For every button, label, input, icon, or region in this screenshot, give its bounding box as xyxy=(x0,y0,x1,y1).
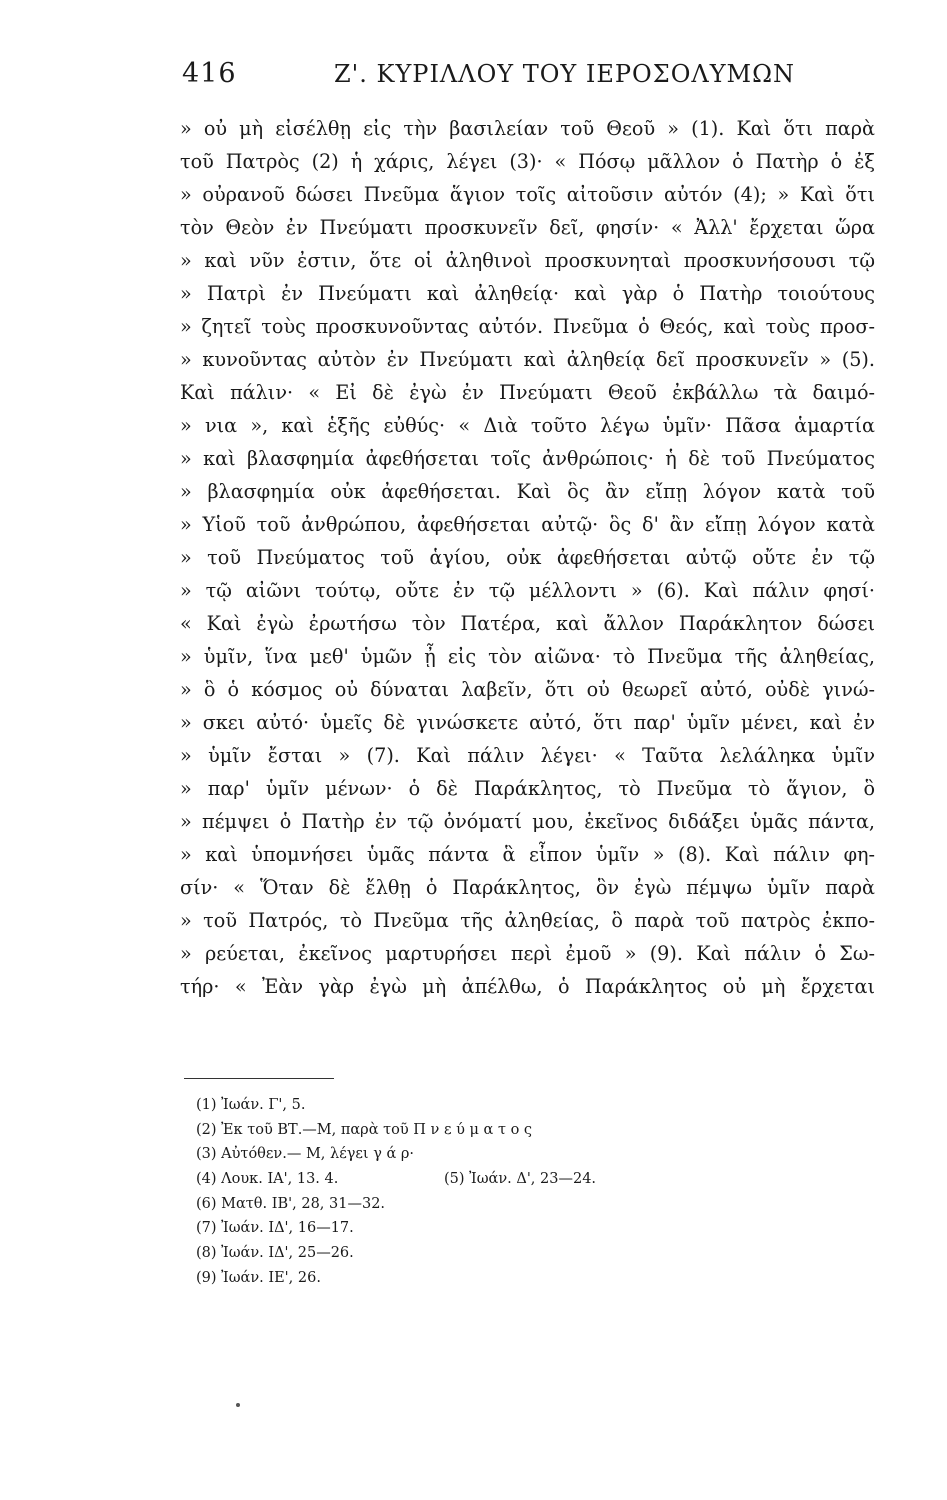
text-line: τήρ· « Ἐὰν γὰρ ἐγὼ μὴ ἀπέλθω, ὁ Παράκλητος οὐ μὴ ἔρχεται xyxy=(180,975,875,998)
footnotes-block xyxy=(196,1093,796,1291)
footnote xyxy=(196,1118,796,1143)
footnote-text: (7) Ἰωάν. ΙΔ', 16—17. xyxy=(196,1220,354,1237)
text-line: » τῷ αἰῶνι τούτῳ, οὔτε ἐν τῷ μέλλοντι » (6). Καὶ πάλιν φησί· xyxy=(180,579,875,602)
footnote xyxy=(196,1216,796,1241)
footnote-text: (2) Ἐκ τοῦ ΒΤ.—Μ, παρὰ τοῦ Π ν ε ύ μ α τ ο ς xyxy=(196,1121,533,1138)
text-line: « Καὶ ἐγὼ ἐρωτήσω τὸν Πατέρα, καὶ ἄλλον Παράκλητον δώσει xyxy=(180,612,875,635)
text-line: » βλασφημία οὐκ ἀφεθήσεται. Καὶ ὃς ἂν εἴπῃ λόγον κατὰ τοῦ xyxy=(180,480,875,503)
footnote xyxy=(196,1142,796,1167)
text-line: » καὶ βλασφημία ἀφεθήσεται τοῖς ἀνθρώποις· ἡ δὲ τοῦ Πνεύματος xyxy=(180,447,875,470)
text-line: τοῦ Πατρὸς (2) ἡ χάρις, λέγει (3)· « Πόσῳ μᾶλλον ὁ Πατὴρ ὁ ἐξ xyxy=(180,150,875,173)
footnote xyxy=(196,1241,796,1266)
footnote-separator-rule xyxy=(184,1078,334,1079)
text-line: Καὶ πάλιν· « Εἰ δὲ ἐγὼ ἐν Πνεύματι Θεοῦ ἐκβάλλω τὰ δαιμό- xyxy=(180,381,875,404)
footnote xyxy=(196,1192,796,1217)
text-line: » σκει αὐτό· ὑμεῖς δὲ γινώσκετε αὐτό, ὅτι παρ' ὑμῖν μένει, καὶ ἐν xyxy=(180,711,875,734)
footnote-text: (3) Αὐτόθεν.— Μ, λέγει γ ά ρ· xyxy=(196,1146,415,1163)
page-number: 416 xyxy=(182,58,237,89)
text-line: » πέμψει ὁ Πατὴρ ἐν τῷ ὀνόματί μου, ἐκεῖνος διδάξει ὑμᾶς πάντα, xyxy=(180,810,875,833)
text-line: » ρεύεται, ἐκεῖνος μαρτυρήσει περὶ ἐμοῦ » (9). Καὶ πάλιν ὁ Σω- xyxy=(180,942,875,965)
text-line: » παρ' ὑμῖν μένων· ὁ δὲ Παράκλητος, τὸ Πνεῦμα τὸ ἅγιον, ὃ xyxy=(180,777,875,800)
footnote xyxy=(196,1167,796,1192)
text-line: » ζητεῖ τοὺς προσκυνοῦντας αὐτόν. Πνεῦμα ὁ Θεός, καὶ τοὺς προσ- xyxy=(180,315,875,338)
text-line: » καὶ νῦν ἐστιν, ὅτε οἱ ἀληθινοὶ προσκυνηταὶ προσκυνήσουσι τῷ xyxy=(180,249,875,272)
running-title: Ζ'. ΚΥΡΙΛΛΟΥ ΤΟΥ ΙΕΡΟΣΟΛΥΜΩΝ xyxy=(334,60,796,88)
text-line: » τοῦ Πατρός, τὸ Πνεῦμα τῆς ἀληθείας, ὃ παρὰ τοῦ πατρὸς ἐκπο- xyxy=(180,909,875,932)
text-line: » κυνοῦντας αὐτὸν ἐν Πνεύματι καὶ ἀληθείᾳ δεῖ προσκυνεῖν » (5). xyxy=(180,348,875,371)
main-text-block xyxy=(180,112,875,1003)
text-line: » οὐρανοῦ δώσει Πνεῦμα ἅγιον τοῖς αἰτοῦσιν αὐτόν (4); » Καὶ ὅτι xyxy=(180,183,875,206)
footnote-text: (4) Λουκ. ΙΑ', 13. 4. xyxy=(196,1171,339,1188)
text-line: » Πατρὶ ἐν Πνεύματι καὶ ἀληθείᾳ· καὶ γὰρ ὁ Πατὴρ τοιούτους xyxy=(180,282,875,305)
text-line: τὸν Θεὸν ἐν Πνεύματι προσκυνεῖν δεῖ, φησίν· « Ἀλλ' ἔρχεται ὥρα xyxy=(180,216,875,239)
footnote-text-side: (5) Ἰωάν. Δ', 23—24. xyxy=(444,1171,597,1188)
text-line: » ὑμῖν, ἵνα μεθ' ὑμῶν ᾖ εἰς τὸν αἰῶνα· τὸ Πνεῦμα τῆς ἀληθείας, xyxy=(180,645,875,668)
text-line: σίν· « Ὅταν δὲ ἔλθῃ ὁ Παράκλητος, ὃν ἐγὼ πέμψω ὑμῖν παρὰ xyxy=(180,876,875,899)
footnote-text: (8) Ἰωάν. ΙΔ', 25—26. xyxy=(196,1245,354,1262)
page-header xyxy=(182,58,872,98)
footnote-text: (1) Ἰωάν. Γ', 5. xyxy=(196,1097,306,1113)
text-line: » οὐ μὴ εἰσέλθῃ εἰς τὴν βασιλείαν τοῦ Θεοῦ » (1). Καὶ ὅτι παρὰ xyxy=(180,117,875,140)
text-line: » ὑμῖν ἔσται » (7). Καὶ πάλιν λέγει· « Ταῦτα λελάληκα ὑμῖν xyxy=(180,744,875,767)
footnote xyxy=(196,1093,796,1118)
text-line: » τοῦ Πνεύματος τοῦ ἁγίου, οὐκ ἀφεθήσεται αὐτῷ οὔτε ἐν τῷ xyxy=(180,546,875,569)
footnote xyxy=(196,1266,796,1291)
text-line: » νια », καὶ ἑξῆς εὐθύς· « Διὰ τοῦτο λέγω ὑμῖν· Πᾶσα ἁμαρτία xyxy=(180,414,875,437)
text-line: » Υἱοῦ τοῦ ἀνθρώπου, ἀφεθήσεται αὐτῷ· ὃς δ' ἂν εἴπῃ λόγον κατὰ xyxy=(180,513,875,536)
ink-speck xyxy=(236,1403,240,1407)
text-line: » καὶ ὑπομνήσει ὑμᾶς πάντα ἃ εἶπον ὑμῖν » (8). Καὶ πάλιν φη- xyxy=(180,843,875,866)
footnote-text: (9) Ἰωάν. ΙΕ', 26. xyxy=(196,1269,321,1286)
footnote-text: (6) Ματθ. ΙΒ', 28, 31—32. xyxy=(196,1195,386,1212)
text-line: » ὃ ὁ κόσμος οὐ δύναται λαβεῖν, ὅτι οὐ θεωρεῖ αὐτό, οὐδὲ γινώ- xyxy=(180,678,875,701)
